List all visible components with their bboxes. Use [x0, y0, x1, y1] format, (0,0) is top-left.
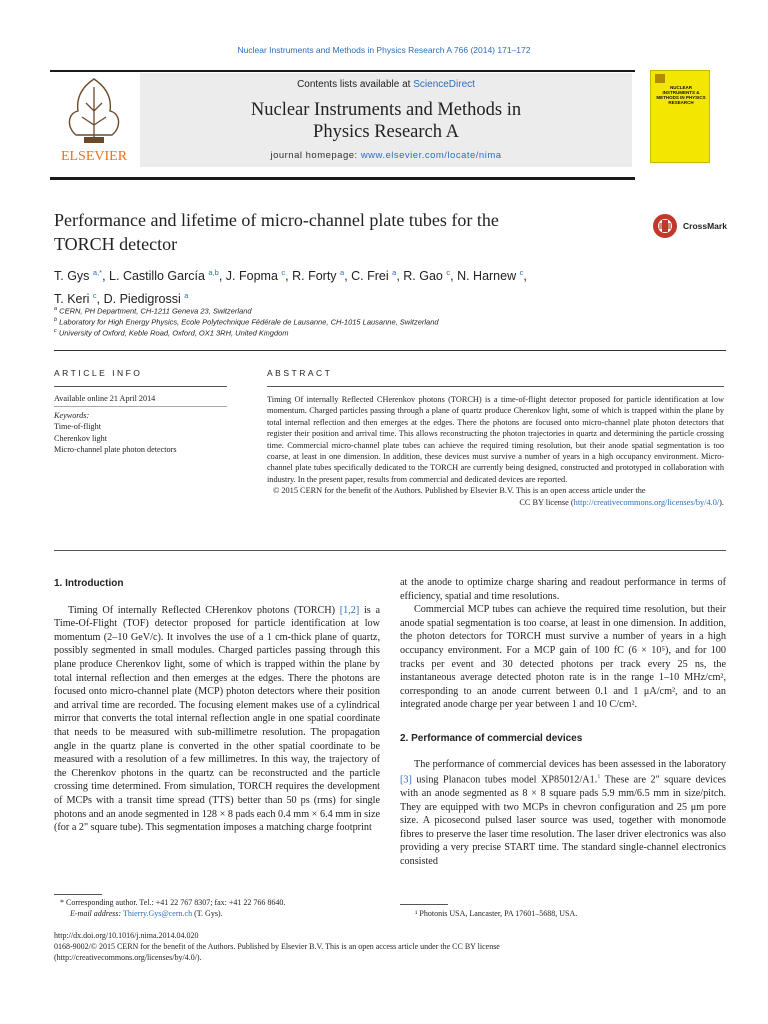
abstract-copyright: © 2015 CERN for the benefit of the Authors. Published by Elsevier B.V. This is an open access article under the [273, 486, 646, 496]
author[interactable] [54, 269, 109, 283]
cover-title: NUCLEAR INSTRUMENTS & METHODS IN PHYSICS RESEARCH [656, 85, 706, 105]
article-title-line2: TORCH detector [54, 234, 178, 254]
article-info-rule [54, 386, 227, 387]
author-affiliation-mark[interactable]: a,* [92, 268, 103, 277]
footnote-1: ¹ Photonis USA, Lancaster, PA 17601–5688, USA. [415, 909, 578, 918]
email-label: E-mail address: [70, 909, 124, 918]
journal-title-line2: Physics Research A [313, 122, 459, 142]
abstract-license [267, 497, 724, 508]
author[interactable] [403, 269, 457, 283]
cover-emblem [655, 74, 665, 83]
contents-prefix: Contents lists available at [297, 79, 414, 90]
homepage-link[interactable]: www.elsevier.com/locate/nima [360, 150, 502, 161]
keyword: Time-of-flight [54, 422, 102, 432]
license-prefix: CC BY license ( [519, 497, 574, 507]
author-name: J. Fopma [225, 269, 278, 284]
article-title-line1: Performance and lifetime of micro-channel plate tubes for the [54, 210, 499, 230]
abstract-rule [267, 386, 724, 387]
paragraph-text: using Planacon tubes model XP85012/A1. [411, 774, 598, 786]
available-online: Available online 21 April 2014 [54, 394, 156, 403]
paragraph: Commercial MCP tubes can achieve the required time resolution, but their anode spatial segmentation is too coarse, at least in one dimension. In addition, the photon detectors for TORCH must survive a number of years in a high occupancy environment. For a MCP gain of 100 fC (6 × 10⁵), and for 100 tracks per event and 30 detected photons per track every 25 ns, the instantaneous average detected photon rate is in the range 1–10 MHz/cm², corresponding to an anode current between 0.1 and 1 μA/cm², and to an integrated anode charge per year between 1 and 10 C/cm². [400, 604, 726, 711]
article-info-heading: ARTICLE INFO [54, 368, 143, 378]
elsevier-wordmark: ELSEVIER [60, 149, 128, 164]
license-link[interactable]: http://creativecommons.org/licenses/by/4.0/ [573, 497, 720, 507]
affiliation-text: CERN, PH Department, CH-1211 Geneva 23, Switzerland [59, 306, 252, 316]
doi-link[interactable]: http://dx.doi.org/10.1016/j.nima.2014.04.020 [54, 931, 199, 940]
author-name: L. Castillo García [109, 269, 205, 284]
homepage-line [140, 150, 632, 161]
masthead-box [140, 73, 632, 167]
elsevier-logo [54, 73, 134, 165]
header-separator [54, 350, 726, 351]
citation-link[interactable]: [1,2] [339, 604, 360, 616]
footnote-rule-left [54, 894, 102, 895]
keywords-label: Keywords: [54, 411, 90, 420]
author-separator: , [285, 269, 293, 284]
section-heading-commercial-devices: 2. Performance of commercial devices [400, 732, 583, 744]
author-separator: , [218, 269, 226, 284]
corresponding-author-note [60, 897, 380, 919]
author[interactable] [457, 269, 527, 283]
keywords-block [54, 410, 229, 456]
homepage-prefix: journal homepage: [270, 150, 361, 161]
author-affiliation-mark[interactable]: c [281, 268, 286, 277]
affiliation [54, 306, 654, 316]
keyword: Cherenkov light [54, 433, 107, 443]
corresponding-author-text: * Corresponding author. Tel.: +41 22 767 8307; fax: +41 22 766 8640. [60, 898, 286, 907]
author[interactable] [351, 269, 403, 283]
author-separator: , [344, 269, 352, 284]
paragraph-text: is a Time-Of-Flight (TOF) detector proposed for particle identification at low momentum (2–10 GeV/c). It involves the use of a 1 cm-thick plane of quartz, possibly segmented in small modules. Charged particles passing through this plane produce Cherenkov light, some of which is trapped within the plane by total internal reflection and then emerges at the edges. There the photons are focused onto micro-channel plate (MCP) photon detectors where their position and arrival time are recorded. The focusing element makes use of a cylindrical mirror that converts the total internal reflection angle in one spatial coordinate that needs to be measured with sub-millimetre resolution. The propagation angle in the quartz plane is converted in the other spatial coordinate to be measured with a resolution of a few millimetres. In this way, the trajectory of the Cherenkov photons in the quartz can be reconstructed and the particle crossing time determined. From simulation, TORCH requires the development of MCPs with a transit time spread (TTS) better than 50 ps (rms) for single photons and an anode segmented in 128 × 8 pads each 0.4 mm × 6.4 mm in size (for a 2" square tube). This segmentation imposes a matching charge footprint [54, 604, 380, 834]
journal-title-line1: Nuclear Instruments and Methods in [250, 100, 522, 120]
contents-line [140, 79, 632, 90]
author[interactable] [54, 292, 104, 306]
author[interactable] [109, 269, 226, 283]
email-suffix: (T. Gys). [192, 909, 223, 918]
author-name: N. Harnew [457, 269, 517, 284]
author-name: T. Keri [54, 292, 90, 307]
author-affiliation-mark[interactable]: c [446, 268, 451, 277]
paragraph-text: The performance of commercial devices has been assessed in the laboratory [414, 758, 726, 770]
article-title [54, 208, 614, 256]
license-suffix: ). [719, 497, 724, 507]
author-affiliation-mark[interactable]: a [184, 291, 189, 301]
footnote-mark[interactable]: 1 [597, 774, 601, 781]
journal-cover[interactable] [650, 70, 710, 163]
author-affiliation-mark[interactable]: a [392, 268, 397, 277]
journal-title [140, 99, 632, 143]
affiliation [54, 328, 654, 338]
crossmark-label: CrossMark [683, 221, 727, 231]
affiliation-mark: a [54, 306, 58, 312]
paragraph-text: Timing Of internally Reflected CHerenkov photons (TORCH) [68, 604, 340, 616]
crossmark-badge[interactable] [652, 213, 752, 241]
paragraph [54, 604, 380, 835]
sciencedirect-link[interactable]: ScienceDirect [413, 79, 475, 90]
author-name: T. Gys [54, 269, 90, 284]
abstract-bottom-rule [54, 550, 726, 551]
author-separator: , [396, 269, 404, 284]
abstract-body [267, 394, 724, 508]
paragraph-text: These are 2" square devices with an anode segmented as 8 × 8 square pads 5.9 mm/6.5 mm in size/pitch. They are equipped with two MCPs in chevron configuration and 25 μm pore size. A picosecond pulsed laser source was used, together with monomode fibres to preserve the laser time resolution. The laser driver electronics was also providing a very precise START time. The standard single-channel electronics consisted [400, 774, 726, 868]
crossmark-icon [652, 213, 678, 239]
author-name: C. Frei [351, 269, 389, 284]
email-link[interactable]: Thierry.Gys@cern.ch [123, 909, 193, 918]
author-affiliation-mark[interactable]: c [519, 268, 524, 277]
affiliation-mark: c [54, 328, 57, 334]
section-heading-introduction: 1. Introduction [54, 578, 124, 589]
author-name: R. Gao [403, 269, 443, 284]
author[interactable] [104, 292, 189, 306]
paragraph-continued: at the anode to optimize charge sharing and readout performance in terms of efficiency, spatial and time resolutions. [400, 577, 726, 602]
author[interactable] [292, 269, 351, 283]
abstract-heading: ABSTRACT [267, 368, 333, 378]
author-separator: , [96, 292, 104, 307]
affiliation-mark: b [54, 317, 58, 323]
affiliation-text: Laboratory for High Energy Physics, Ecole Polytechnique Fédérale de Lausanne, CH-1015 Lausanne, Switzerland [59, 317, 439, 327]
license-url[interactable]: (http://creativecommons.org/licenses/by/4.0/). [54, 953, 202, 962]
author-separator: , [450, 269, 458, 284]
affiliation [54, 317, 654, 327]
right-column [400, 576, 726, 869]
issn-line: 0168-9002/© 2015 CERN for the benefit of the Authors. Published by Elsevier B.V. This is an open access article under the CC BY license [54, 942, 500, 951]
masthead-top-rule [50, 70, 635, 72]
author-separator: , [523, 269, 527, 284]
author-list [54, 263, 614, 309]
abstract-text: Timing Of internally Reflected CHerenkov photons (TORCH) is a time-of-flight detector proposed for particle identification at low momentum. Charged particles passing through a plane of quartz produce Cherenkov light, some of which is trapped within the plane by total internal reflection and then emerges at the edges. There the photons are focused onto micro-channel plate photon detectors that register their position and arrival time. This allows reconstructing the photon trajectories in quartz and determining the particle crossing time. Commercial micro-channel plate tubes can achieve the required timing resolution, but their anode spatial segmentation is too coarse, at least in one dimension. In addition, these devices must survive a number of years in a high occupancy environment. Micro-channel plate tubes specifically dedicated to the TORCH are currently being designed, constructed and prototyped in collaboration with industry. In the present paper, results from commercial and dedicated devices are reported. [267, 395, 724, 484]
author[interactable] [226, 269, 292, 283]
author-name: R. Forty [292, 269, 337, 284]
running-head[interactable]: Nuclear Instruments and Methods in Physics Research A 766 (2014) 171–172 [237, 45, 531, 55]
left-column [54, 577, 380, 835]
author-affiliation-mark[interactable]: a [340, 268, 345, 277]
article-info-subrule [54, 406, 227, 407]
author-separator: , [102, 269, 110, 284]
author-name: D. Piedigrossi [103, 292, 181, 307]
masthead-bottom-rule [50, 177, 635, 180]
author-affiliation-mark[interactable]: c [92, 291, 97, 301]
paragraph [400, 758, 726, 869]
keyword: Micro-channel plate photon detectors [54, 445, 177, 455]
citation-link[interactable]: [3] [400, 774, 412, 786]
author-affiliation-mark[interactable]: a,b [208, 268, 219, 277]
footnote-rule-right [400, 904, 448, 905]
affiliation-text: University of Oxford, Keble Road, Oxford, OX1 3RH, United Kingdom [58, 328, 289, 338]
